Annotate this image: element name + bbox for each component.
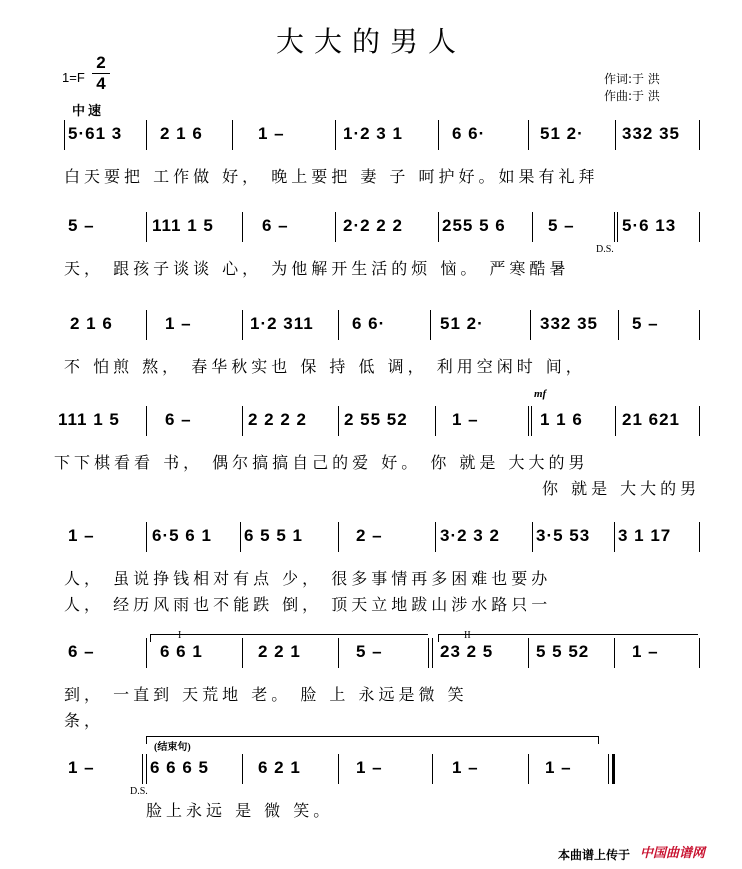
composer-credit: 作曲:于 洪 (604, 89, 660, 103)
barline (428, 638, 429, 668)
lyrics-line-verse-1: 人， 虽说挣钱相对有点 少， 很多事情再多困难也要办 (64, 569, 552, 588)
key-signature: 1=F (62, 70, 85, 85)
lyrics-line: 脸上永远 是 微 笑。 (146, 801, 334, 820)
measure: 6 – (262, 216, 289, 235)
measure: 6 – (68, 642, 95, 661)
measure: 5 – (68, 216, 95, 235)
barline (699, 522, 700, 552)
barline (699, 212, 700, 242)
volta-bracket-1 (150, 634, 428, 635)
ending-bracket (146, 736, 598, 737)
measure: 2 1 6 (70, 314, 113, 333)
measure: 3·2 3 2 (440, 526, 500, 545)
upload-note: 本曲谱上传于 (558, 848, 631, 862)
measure: 1 – (258, 124, 285, 143)
barline (528, 754, 529, 784)
final-barline (612, 754, 615, 784)
measure: 6 6 1 (160, 642, 203, 661)
time-signature-bottom: 4 (96, 74, 106, 93)
measure: 1 – (356, 758, 383, 777)
barline (615, 120, 616, 150)
barline (146, 310, 147, 340)
measure: 1 – (452, 758, 479, 777)
barline (335, 212, 336, 242)
barline (338, 522, 339, 552)
barline (146, 638, 147, 668)
barline (338, 310, 339, 340)
measure: 5 – (548, 216, 575, 235)
ending-bracket-hook-right (598, 736, 599, 744)
measure: 2 2 2 2 (248, 410, 307, 429)
lyrics-line: 天， 跟孩子谈谈 心， 为他解开生活的烦 恼。 严寒酷暑 (64, 259, 570, 278)
measure: 21 621 (622, 410, 680, 429)
lyrics-line: 白天要把 工作做 好， 晚上要把 妻 子 呵护好。如果有礼拜 (64, 167, 599, 186)
barline (232, 120, 233, 150)
volta-bracket-2-hook (438, 634, 439, 642)
tempo-marking: 中速 (72, 104, 105, 119)
lyrics-line-verse-1: 下下棋看看 书， 偶尔搞搞自己的爱 好。 你 就是 大大的男 (54, 453, 589, 472)
barline (242, 638, 243, 668)
barline (531, 406, 532, 436)
measure: 23 2 5 (440, 642, 494, 661)
time-signature (92, 54, 110, 93)
measure: 5 – (632, 314, 659, 333)
measure: 2 1 6 (160, 124, 203, 143)
lyrics-line: 不 怕煎 熬， 春华秋实也 保 持 低 调， 利用空闲时 间， (64, 357, 586, 376)
barline (528, 406, 529, 436)
barline (617, 212, 618, 242)
ending-label: (结束句) (154, 742, 191, 753)
lyrics-line-verse-2: 条， (64, 711, 105, 730)
volta-bracket-1-hook (150, 634, 151, 642)
measure: 332 35 (540, 314, 598, 333)
ending-bracket-hook-left (146, 736, 147, 744)
barline (615, 406, 616, 436)
measure: 1·2 311 (250, 314, 314, 333)
measure: 2 2 1 (258, 642, 301, 661)
barline (338, 754, 339, 784)
measure: 1 – (452, 410, 479, 429)
lyricist-credit: 作词:于 洪 (604, 72, 660, 86)
volta-label-1: I (178, 630, 182, 641)
lyrics-line-verse-1: 到， 一直到 天荒地 老。 脸 上 永远是微 笑 (64, 685, 468, 704)
measure: 6 6· (352, 314, 386, 333)
barline (438, 212, 439, 242)
barline (618, 310, 619, 340)
measure: 6 6· (452, 124, 486, 143)
barline (146, 120, 147, 150)
barline (528, 120, 529, 150)
barline (530, 310, 531, 340)
measure: 2 – (356, 526, 383, 545)
measure: 6 – (165, 410, 192, 429)
barline (242, 406, 243, 436)
lyrics-line-verse-2: 人， 经历风雨也不能跌 倒， 顶天立地跋山涉水路只一 (64, 595, 552, 614)
measure: 332 35 (622, 124, 680, 143)
barline (64, 120, 65, 150)
dynamic-marking: mf (534, 388, 547, 400)
song-title: 大大的男人 (275, 25, 466, 58)
measure: 3 1 17 (618, 526, 672, 545)
barline (242, 754, 243, 784)
barline (532, 212, 533, 242)
measure: 2 55 52 (344, 410, 408, 429)
site-logo[interactable]: 中国曲谱网 (640, 845, 706, 860)
measure: 1·2 3 1 (343, 124, 403, 143)
lyrics-line-verse-2: 你 就是 大大的男 (542, 479, 701, 498)
barline (338, 638, 339, 668)
measure: 5 5 52 (536, 642, 590, 661)
measure: 51 2· (540, 124, 584, 143)
barline (335, 120, 336, 150)
barline (699, 638, 700, 668)
barline (146, 754, 147, 784)
barline (614, 522, 615, 552)
barline (432, 754, 433, 784)
barline (430, 310, 431, 340)
measure: 1 – (545, 758, 572, 777)
measure: 6·5 6 1 (152, 526, 212, 545)
barline (338, 406, 339, 436)
barline (240, 522, 241, 552)
measure: 5·6 13 (622, 216, 677, 235)
measure: 1 1 6 (540, 410, 583, 429)
barline (435, 522, 436, 552)
measure: 6 2 1 (258, 758, 301, 777)
barline (699, 310, 700, 340)
barline (242, 212, 243, 242)
measure: 51 2· (440, 314, 484, 333)
measure: 1 – (68, 758, 95, 777)
measure: 5 – (356, 642, 383, 661)
barline (432, 638, 433, 668)
barline (528, 638, 529, 668)
barline (608, 754, 609, 784)
barline (142, 754, 143, 784)
measure: 111 1 5 (152, 216, 214, 235)
measure: 255 5 6 (442, 216, 506, 235)
barline (435, 406, 436, 436)
barline (438, 120, 439, 150)
barline (146, 522, 147, 552)
time-signature-top: 2 (96, 53, 106, 72)
volta-label-2: II (464, 630, 471, 641)
measure: 1 – (68, 526, 95, 545)
measure: 6 6 6 5 (150, 758, 209, 777)
dal-segno-mark: D.S. (596, 244, 614, 255)
barline (614, 638, 615, 668)
dal-segno-mark: D.S. (130, 786, 148, 797)
barline (614, 212, 615, 242)
barline (242, 310, 243, 340)
measure: 1 – (632, 642, 659, 661)
barline (699, 120, 700, 150)
measure: 1 – (165, 314, 192, 333)
barline (532, 522, 533, 552)
volta-bracket-2 (438, 634, 698, 635)
barline (146, 406, 147, 436)
measure: 6 5 5 1 (244, 526, 303, 545)
measure: 2·2 2 2 (343, 216, 403, 235)
measure: 111 1 5 (58, 410, 120, 429)
barline (699, 406, 700, 436)
barline (146, 212, 147, 242)
measure: 3·5 53 (536, 526, 591, 545)
measure: 5·61 3 (68, 124, 123, 143)
